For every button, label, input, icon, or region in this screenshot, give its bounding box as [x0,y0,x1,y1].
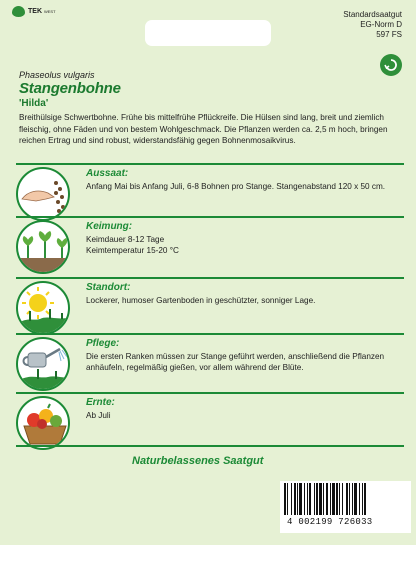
section-title: Pflege: [86,338,120,349]
section-title: Aussaat: [86,168,129,179]
product-title: Stangenbohne [19,80,121,97]
section-pflege [16,333,404,388]
recycling-icon [380,54,402,76]
standard-line-2: EG-Norm D [360,20,402,29]
sun-location-icon [16,281,70,335]
product-description: Breithülsige Schwertbohne. Frühe bis mittelfrühe Pflückreife. Die Hülsen sind lang, breit und ziemlich fleischig, ohne Fäden und von bestem Wohlgeschmack. Die Pflanzen werden ca. 2,5 m hoch, bringen reichen Ertrag und sind robust, widerstandsfähig gegen Bohnenmosaikvirus. [19,113,388,146]
barcode-number: 4 002199 726033 [287,517,373,527]
watering-can-icon [16,337,70,391]
natural-seed-label: Naturbelassenes Saatgut [132,455,264,467]
variety-name: 'Hilda' [19,98,49,109]
barcode-bars-icon [280,481,411,517]
seedlings-icon [16,220,70,274]
section-title: Ernte: [86,397,115,408]
section-text: Ab Juli [86,411,111,420]
section-text: Die ersten Ranken müssen zur Stange geführt werden, anschließend die Pflanzen anhäufeln, regelmäßig gießen, vor allem während der Blüte. [86,352,385,372]
label-window [145,20,271,46]
divider [16,392,404,394]
harvest-basket-icon [16,396,70,450]
standard-info [343,10,402,40]
section-ernte [16,392,404,447]
bottom-edge [0,545,416,565]
divider [16,163,404,165]
section-standort [16,277,404,332]
section-title: Standort: [86,282,131,293]
sowing-hand-icon [16,167,70,221]
brand-sub: WEST [43,9,56,14]
section-text: Keimdauer 8-12 Tage Keimtemperatur 15-20 °C [86,235,179,255]
brand-name: TEK [28,8,42,15]
divider [16,216,404,218]
species-name: Phaseolus vulgaris [19,70,95,80]
section-title: Keimung: [86,221,133,232]
divider [16,277,404,279]
divider [16,333,404,335]
divider [16,445,404,447]
section-text: Anfang Mai bis Anfang Juli, 6-8 Bohnen pro Stange. Stangenabstand 120 x 50 cm. [86,182,386,191]
standard-line-3: 597 FS [376,30,402,39]
section-text: Lockerer, humoser Gartenboden in geschützter, sonniger Lage. [86,296,316,305]
leaf-logo-icon [12,6,25,17]
section-aussaat [16,163,404,218]
brand-logo [12,6,56,17]
standard-line-1: Standardsaatgut [343,10,402,19]
section-keimung [16,216,404,271]
